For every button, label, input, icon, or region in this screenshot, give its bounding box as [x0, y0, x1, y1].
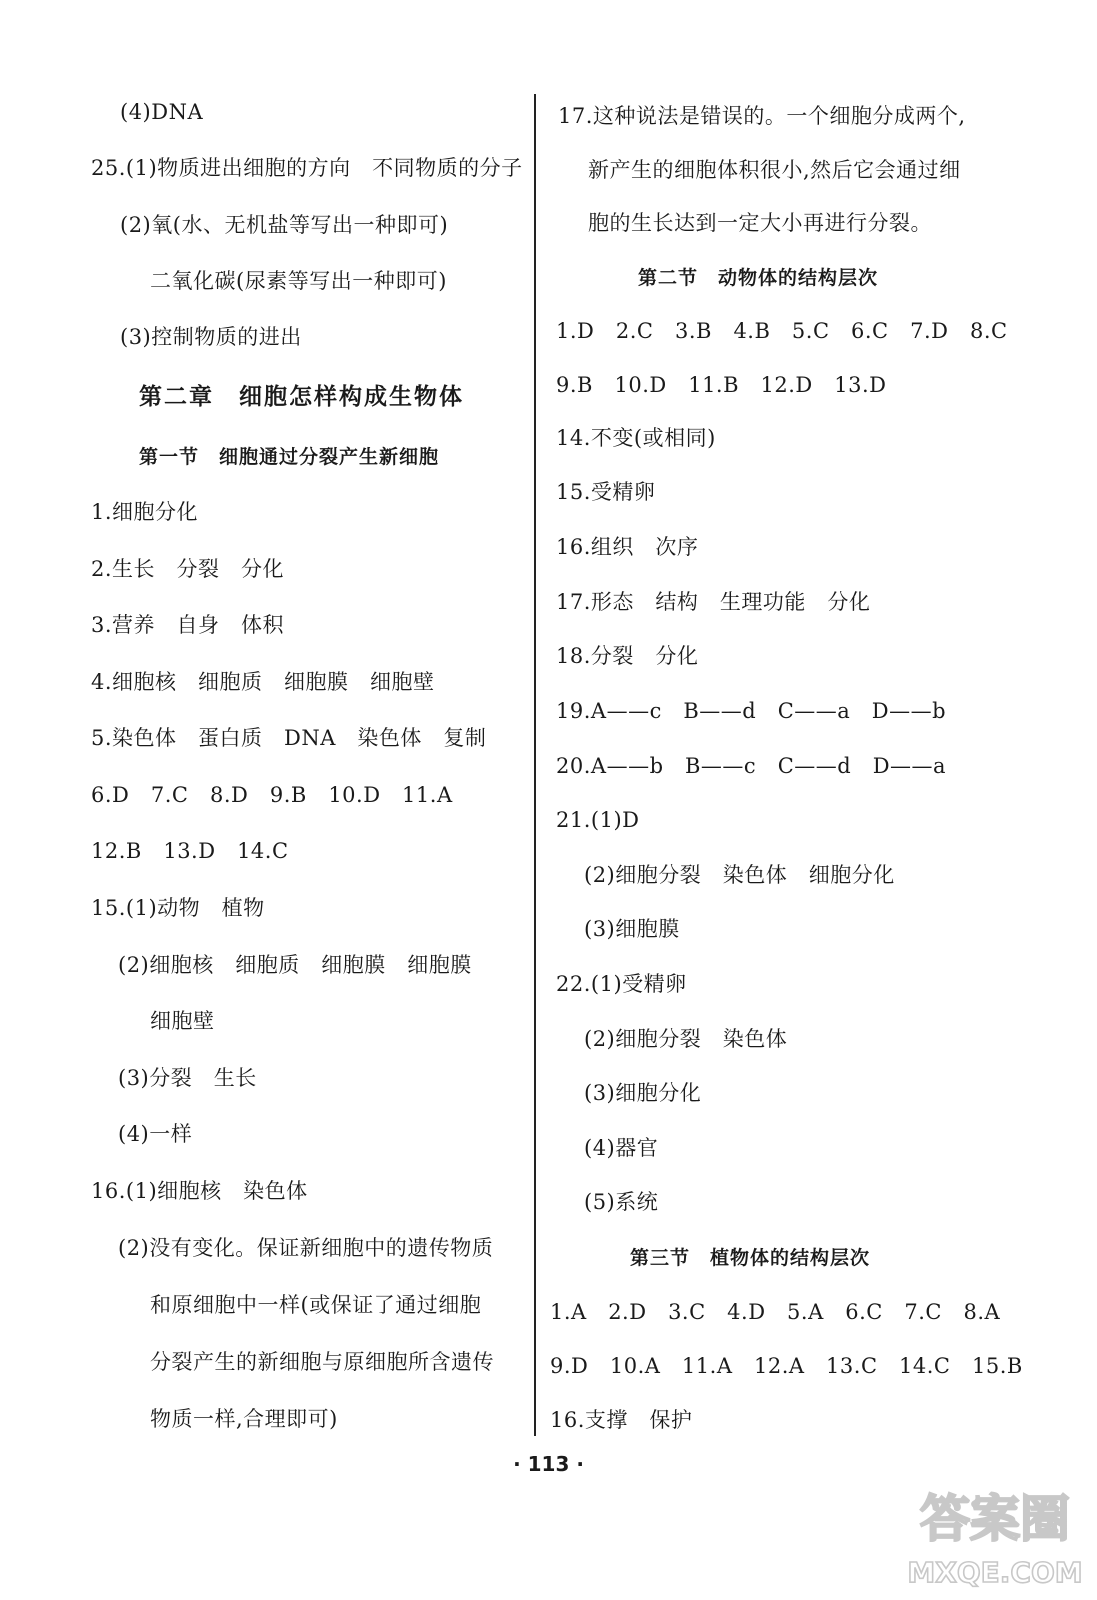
- answer-line: (3)分裂 生长: [118, 1066, 257, 1090]
- right-column: [540, 0, 1097, 1440]
- answer-line: 1.细胞分化: [91, 500, 199, 524]
- answer-line: 9.B 10.D 11.B 12.D 13.D: [556, 373, 887, 397]
- answer-line: 14.不变(或相同): [556, 426, 716, 450]
- answer-line: (3)细胞膜: [584, 917, 680, 941]
- section-title: 第三节 植物体的结构层次: [630, 1247, 871, 1269]
- answer-line: 9.D 10.A 11.A 12.A 13.C 14.C 15.B: [550, 1354, 1023, 1378]
- answer-line: 16.(1)细胞核 染色体: [91, 1179, 308, 1203]
- answer-line: 1.D 2.C 3.B 4.B 5.C 6.C 7.D 8.C: [556, 319, 1008, 343]
- answer-line: 22.(1)受精卵: [556, 972, 687, 996]
- answer-line: 16.支撑 保护: [550, 1408, 693, 1432]
- left-column: [0, 0, 535, 1440]
- answer-line: (3)细胞分化: [584, 1081, 702, 1105]
- answer-line: 16.组织 次序: [556, 535, 699, 559]
- answer-line: 12.B 13.D 14.C: [91, 839, 289, 863]
- section-title: 第二节 动物体的结构层次: [638, 267, 879, 289]
- answer-line: 二氧化碳(尿素等写出一种即可): [150, 269, 447, 293]
- answer-line: (2)氧(水、无机盐等写出一种即可): [120, 213, 449, 237]
- answer-line: 和原细胞中一样(或保证了通过细胞: [150, 1293, 482, 1317]
- answer-line: 25.(1)物质进出细胞的方向 不同物质的分子: [91, 156, 523, 180]
- answer-line: 2.生长 分裂 分化: [91, 557, 285, 581]
- answer-line: (3)控制物质的进出: [120, 325, 302, 349]
- answer-line: 3.营养 自身 体积: [91, 613, 285, 637]
- answer-line: (2)细胞分裂 染色体: [584, 1027, 788, 1051]
- watermark-top-text: 答案圈: [920, 1490, 1070, 1548]
- answer-line: 6.D 7.C 8.D 9.B 10.D 11.A: [91, 783, 453, 807]
- watermark-bottom-text: MXQE.COM: [907, 1556, 1083, 1589]
- answer-line: 17.这种说法是错误的。一个细胞分成两个,: [558, 104, 966, 128]
- answer-line: 胞的生长达到一定大小再进行分裂。: [588, 211, 932, 235]
- answer-line: 19.A——c B——d C——a D——b: [556, 699, 947, 723]
- answer-line: 18.分裂 分化: [556, 644, 699, 668]
- section-title: 第一节 细胞通过分裂产生新细胞: [139, 446, 440, 468]
- answer-line: 1.A 2.D 3.C 4.D 5.A 6.C 7.C 8.A: [550, 1300, 1001, 1324]
- watermark-icon: [900, 1478, 1090, 1596]
- answer-line: (4)DNA: [120, 100, 204, 124]
- answer-line: 21.(1)D: [556, 808, 640, 832]
- answer-line: 5.染色体 蛋白质 DNA 染色体 复制: [91, 726, 487, 750]
- answer-line: (2)没有变化。保证新细胞中的遗传物质: [118, 1236, 494, 1260]
- answer-line: 分裂产生的新细胞与原细胞所含遗传: [150, 1350, 494, 1374]
- answer-line: 物质一样,合理即可): [150, 1407, 338, 1431]
- answer-line: 新产生的细胞体积很小,然后它会通过细: [588, 158, 961, 182]
- answer-line: (2)细胞分裂 染色体 细胞分化: [584, 863, 895, 887]
- answer-line: 17.形态 结构 生理功能 分化: [556, 590, 871, 614]
- answer-line: 20.A——b B——c C——d D——a: [556, 754, 947, 778]
- column-divider: [534, 94, 536, 1436]
- chapter-title: 第二章 细胞怎样构成生物体: [139, 384, 464, 410]
- answer-line: (4)一样: [118, 1122, 193, 1146]
- page-number: · 113 ·: [513, 1452, 584, 1476]
- watermark-logo: [900, 1478, 1090, 1596]
- answer-line: 15.受精卵: [556, 480, 656, 504]
- answer-line: 15.(1)动物 植物: [91, 896, 265, 920]
- answer-line: 4.细胞核 细胞质 细胞膜 细胞壁: [91, 670, 435, 694]
- answer-line: (5)系统: [584, 1190, 659, 1214]
- answer-line: (4)器官: [584, 1136, 659, 1160]
- answer-line: 细胞壁: [150, 1009, 215, 1033]
- answer-line: (2)细胞核 细胞质 细胞膜 细胞膜: [118, 953, 472, 977]
